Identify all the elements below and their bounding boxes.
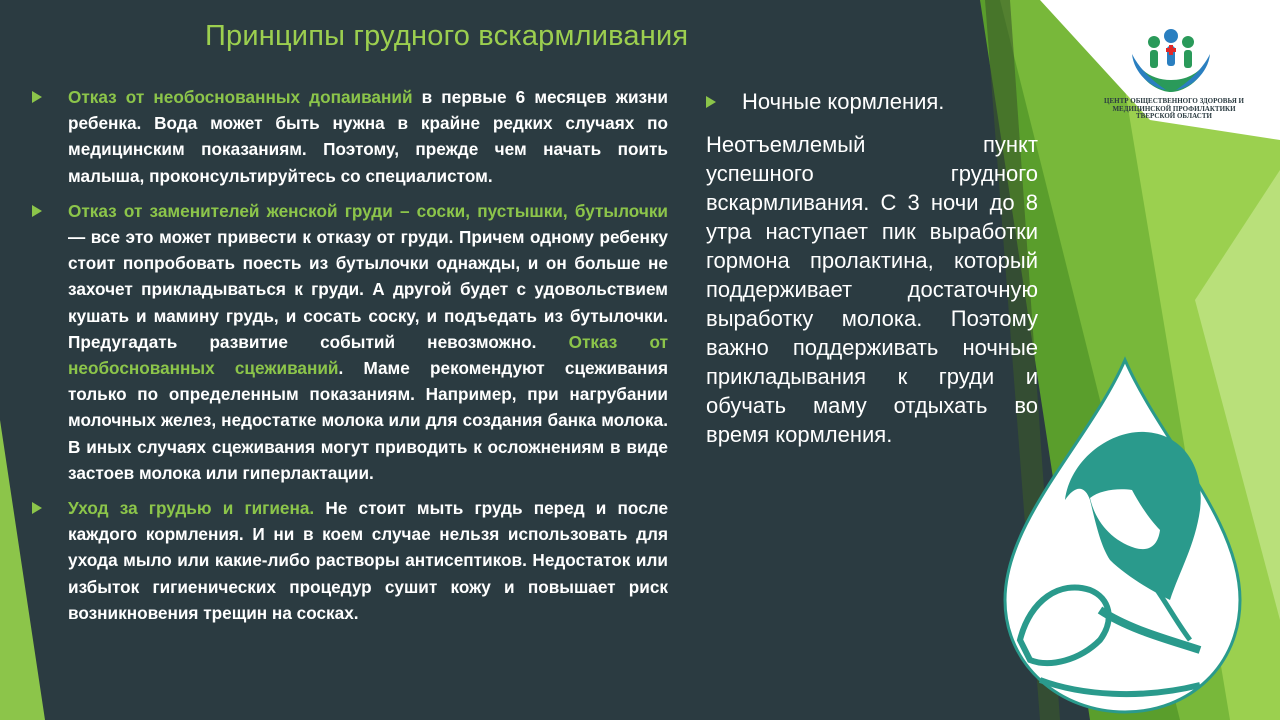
right-column [706,88,1038,449]
health-center-logo [1126,22,1216,94]
logo-caption [1104,98,1244,121]
slide-title: Принципы грудного вскармливания [205,20,689,52]
bullet-item-supplementation [32,84,668,189]
item-subheading: Отказ от необоснованных сцеживаний [68,331,669,379]
logo-line: МЕДИЦИНСКОЙ ПРОФИЛАКТИКИ [1112,104,1236,113]
item-heading: Уход за грудью и гигиена. [68,498,315,519]
item-text: . Маме рекомендуют сцеживания только по определенным показаниям. Например, при нагрубании молочных желез, недостатке молока или для создания банка молока. В иных случаях сцеживания могут приводить к осложнениям в виде застоев молока или гиперлактации. [68,358,668,483]
item-text: Не стоит мыть грудь перед и после каждого кормления. И ни в коем случае нельзя использовать для ухода мыло или какие-либо растворы антисептиков. Недостаток или избыток гигиенических процедур сушит кожу и повышает риск возникновения трещин на сосках. [68,498,669,623]
night-feeding-text: Неотъемлемый пункт успешного грудного вскармливания. С 3 ночи до 8 утра наступает пик выработки гормона пролактина, который поддерживает достаточную выработку молока. Поэтому важно поддерживать ночные прикладывания к груди и обучать маму отдыхать во время кормления. [706,132,1038,447]
bullet-arrow-icon [32,502,42,514]
bullet-item-hygiene [32,495,668,626]
bullet-arrow-icon [32,205,42,217]
logo-line: ЦЕНТР ОБЩЕСТВЕННОГО ЗДОРОВЬЯ И [1104,97,1244,105]
left-column [32,84,668,635]
item-heading: Отказ от заменителей женской груди – соски, пустышки, бутылочки [68,200,668,221]
bullet-arrow-icon [706,96,716,108]
night-feeding-heading [706,88,1038,116]
item-text: — все это может привести к отказу от груди. Причем одному ребенку стоит попробовать поесть из бутылочки однажды, и он больше не захочет прикладываться к груди. А другой будет с удовольствием кушать и мамину грудь, и сосать соску, и подъедать из бутылочки. Предугадать развитие событий невозможно. [68,227,668,352]
item-text: в первые 6 месяцев жизни ребенка. Вода может быть нужна в крайне редких случаях по медицинским показаниям. Поэтому, прежде чем начать поить малыша, проконсультируйтесь со специалистом. [68,87,668,186]
bullet-arrow-icon [32,91,42,103]
bullet-item-substitutes [32,198,668,486]
logo-line: ТВЕРСКОЙ ОБЛАСТИ [1136,112,1212,120]
item-heading: Отказ от необоснованных допаиваний [68,87,413,107]
heading-text: Ночные кормления. [742,89,945,114]
